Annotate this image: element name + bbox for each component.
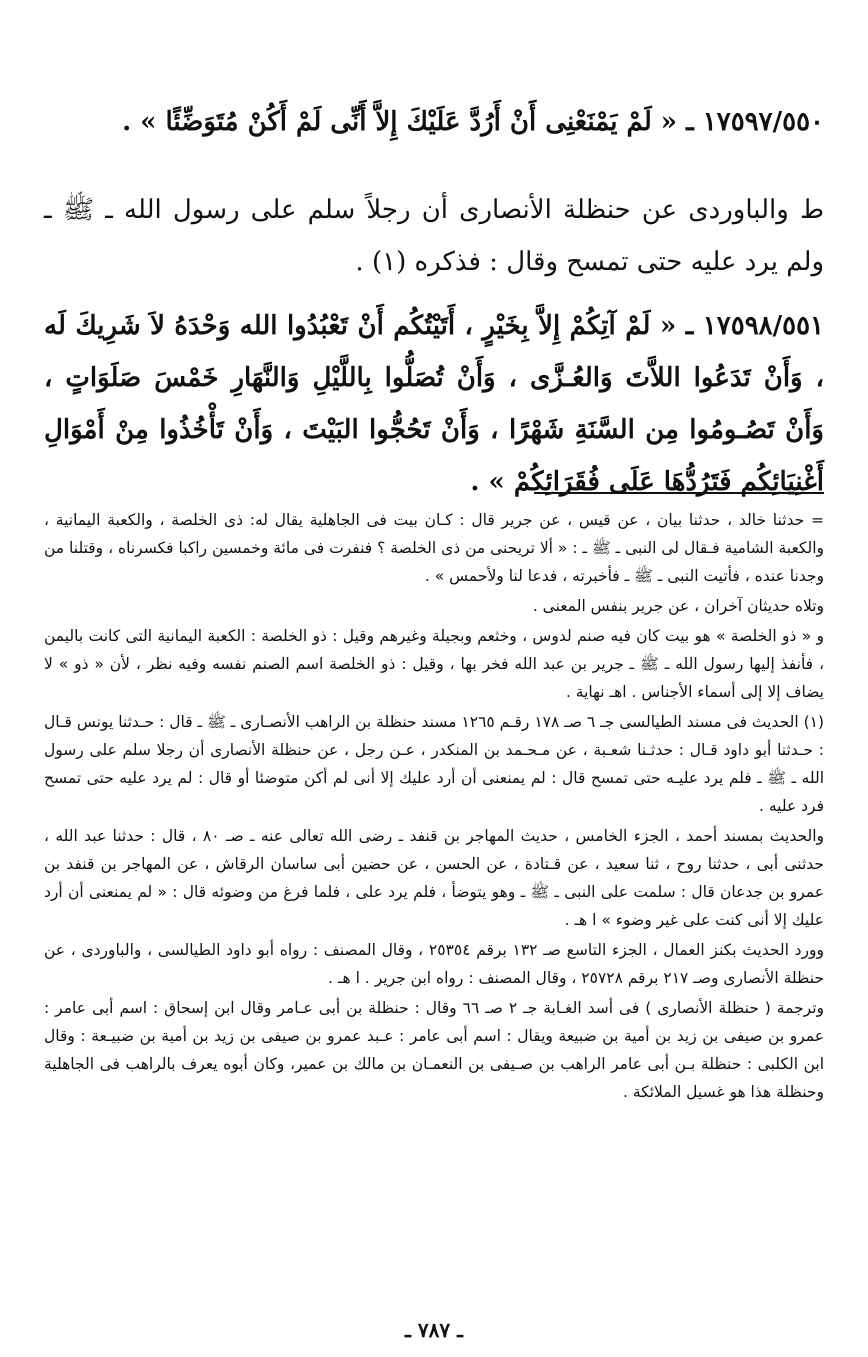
narration xyxy=(44,184,824,288)
hadith-2-text: « لَمْ آتِكُمْ إِلاَّ بِخَيْرٍ ، أَتَيْتُكُم أَنْ تَعْبُدُوا الله وَحْدَهُ لاَ شَرِيكَ لَه ، وَأَنْ تَدَعُوا اللاَّتَ وَالعُـزَّى ، وَأَنْ تُصَلُّوا بِاللَّيْلِ وَالنَّهَارِ خَمْسَ صَلَوَاتٍ ، وَأَنْ تَصُـومُوا مِن السَّنَةِ شَهْرًا ، وَأَنْ تَحُجُّوا البَيْتَ ، وَأَنْ تَأْخُذُوا مِنْ أَمْوَالِ أَغْنِيَائِكُم فَتَرُدُّهَا عَلَى فُقَرَائِكُمْ » . xyxy=(44,311,824,497)
hadith-2 xyxy=(44,300,824,508)
footnote-paragraph: وورد الحديث بكنز العمال ، الجزء التاسع صـ ١٣٢ برقم ٢٥٣٥٤ ، وقال المصنف : رواه أبو داود الطيالسى ، والباوردى ، عن حنظلة الأنصارى وصـ ٢١٧ برقم ٢٥٧٢٨ ، وقال المصنف : رواه ابن جرير . ا هـ . xyxy=(44,941,824,987)
hadith-1-text: « لَمْ يَمْنَعْنِى أَنْ أَرُدَّ عَلَيْكَ إِلاَّ أَنِّى لَمْ أَكُنْ مُتَوَضِّئًا » . xyxy=(122,107,678,137)
footnote-paragraph: وترجمة ( حنظلة الأنصارى ) فى أسد الغـابة جـ ٢ صـ ٦٦ وقال : حنظلة بن أبى عـامر وقال ابن إسحاق : اسم أبى عامر : عمرو بن صيفى بن زيد بن أمية بن ضبيعة ويقال : اسم أبى عامر : عـبد عمرو بن صيفى بن زيد بن أمية بن ضبيـعة : وقال ابن الكلبى : حنظلة بـن أبى عامر الراهب بن صـيفى بن النعمـان بن مالك بن عمير، وكان أبوه يعرف بالراهب فى الجاهلية وحنظلة هذا هو غسيل الملائكة . xyxy=(44,999,825,1101)
hadith-2-number: ١٧٥٩٨/٥٥١ ـ xyxy=(685,311,825,341)
footnote-paragraph: (١) الحديث فى مسند الطيالسى جـ ٦ صـ ١٧٨ رقـم ١٢٦٥ مسند حنظلة بن الراهب الأنصـارى ـ ﷺ ـ قال : حـدثنا يونس قـال : حـدثنا أبو داود قـال : حدثـنا شعـبة ، عن مـحـمد بن المنكدر ، عـن رجل ، عن حنظلة الأنصارى أن رجلا سلم على رسول الله ـ ﷺ ـ فلم يرد عليـه حتى تمسح قال : لم يمنعنى أن أرد عليك إلا أنى لم أكن متوضئا أو قال : لم يرد عليه حتى تمسح فرد عليه . xyxy=(44,713,825,815)
footnote-paragraph: والحديث بمسند أحمد ، الجزء الخامس ، حديث المهاجر بن قنفد ـ رضى الله تعالى عنه ـ صـ ٨٠ ، قال : حدثنا عبد الله ، حدثنى أبى ، حدثنا روح ، ثنا سعيد ، عن قـتادة ، عن الحسن ، عن حضين أبى ساسان الرقاش ، عن المهاجر بن قنفد بن عمرو بن جدعان قال : سلمت على النبى ـ ﷺ ـ وهو يتوضأ ، فلم يرد على ، فلما فرغ من وضوئه قال : « لم يمنعنى أن أرد عليك إلا أنى كنت على غير وضوء » ا هـ . xyxy=(44,827,824,929)
footnotes xyxy=(44,506,824,1108)
footnote-paragraph: = حدثنا خالد ، حدثنا بيان ، عن قيس ، عن جرير قال : كـان بيت فى الجاهلية يقال له: ذى الخلصة ، والكعبة اليمانية ، والكعبة الشامية فـقال لى النبى ـ ﷺ ـ : « ألا تريحنى من ذى الخلصة ؟ فنفرت فى مائة وخمسين راكبا فكسرناه ، وقتلنا من وجدنا عنده ، فأتيت النبى ـ ﷺ ـ فأخبرته ، فدعا لنا ولأحمس » . xyxy=(44,511,824,585)
footnote-paragraph: و « ذو الخلصة » هو بيت كان فيه صنم لدوس ، وخثعم وبجيلة وغيرهم وقيل : ذو الخلصة : الكعبة اليمانية التى كانت باليمن ، فأنفذ إليها رسول الله ـ ﷺ ـ جرير بن عبد الله فخر بها ، وقيل : ذو الخلصة اسم الصنم نفسه وفيه نظر ، لأن « ذو » لا يضاف إلا إلى أسماء الأجناس . اهـ نهاية . xyxy=(44,627,824,701)
hadith-1-number: ١٧٥٩٧/٥٥٠ ـ xyxy=(686,107,824,137)
narration-text: ط والباوردى عن حنظلة الأنصارى أن رجلاً سلم على رسول الله ـ ﷺ ـ ولم يرد عليه حتى تمسح وقال : فذكره (١) . xyxy=(44,195,824,277)
hadith-1 xyxy=(44,96,824,148)
page-number: ـ ٧٨٧ ـ xyxy=(405,1318,463,1342)
footnote-paragraph: وتلاه حديثان آخران ، عن جرير بنفس المعنى . xyxy=(532,597,824,615)
footnote-separator xyxy=(534,492,824,494)
page xyxy=(44,0,824,1357)
